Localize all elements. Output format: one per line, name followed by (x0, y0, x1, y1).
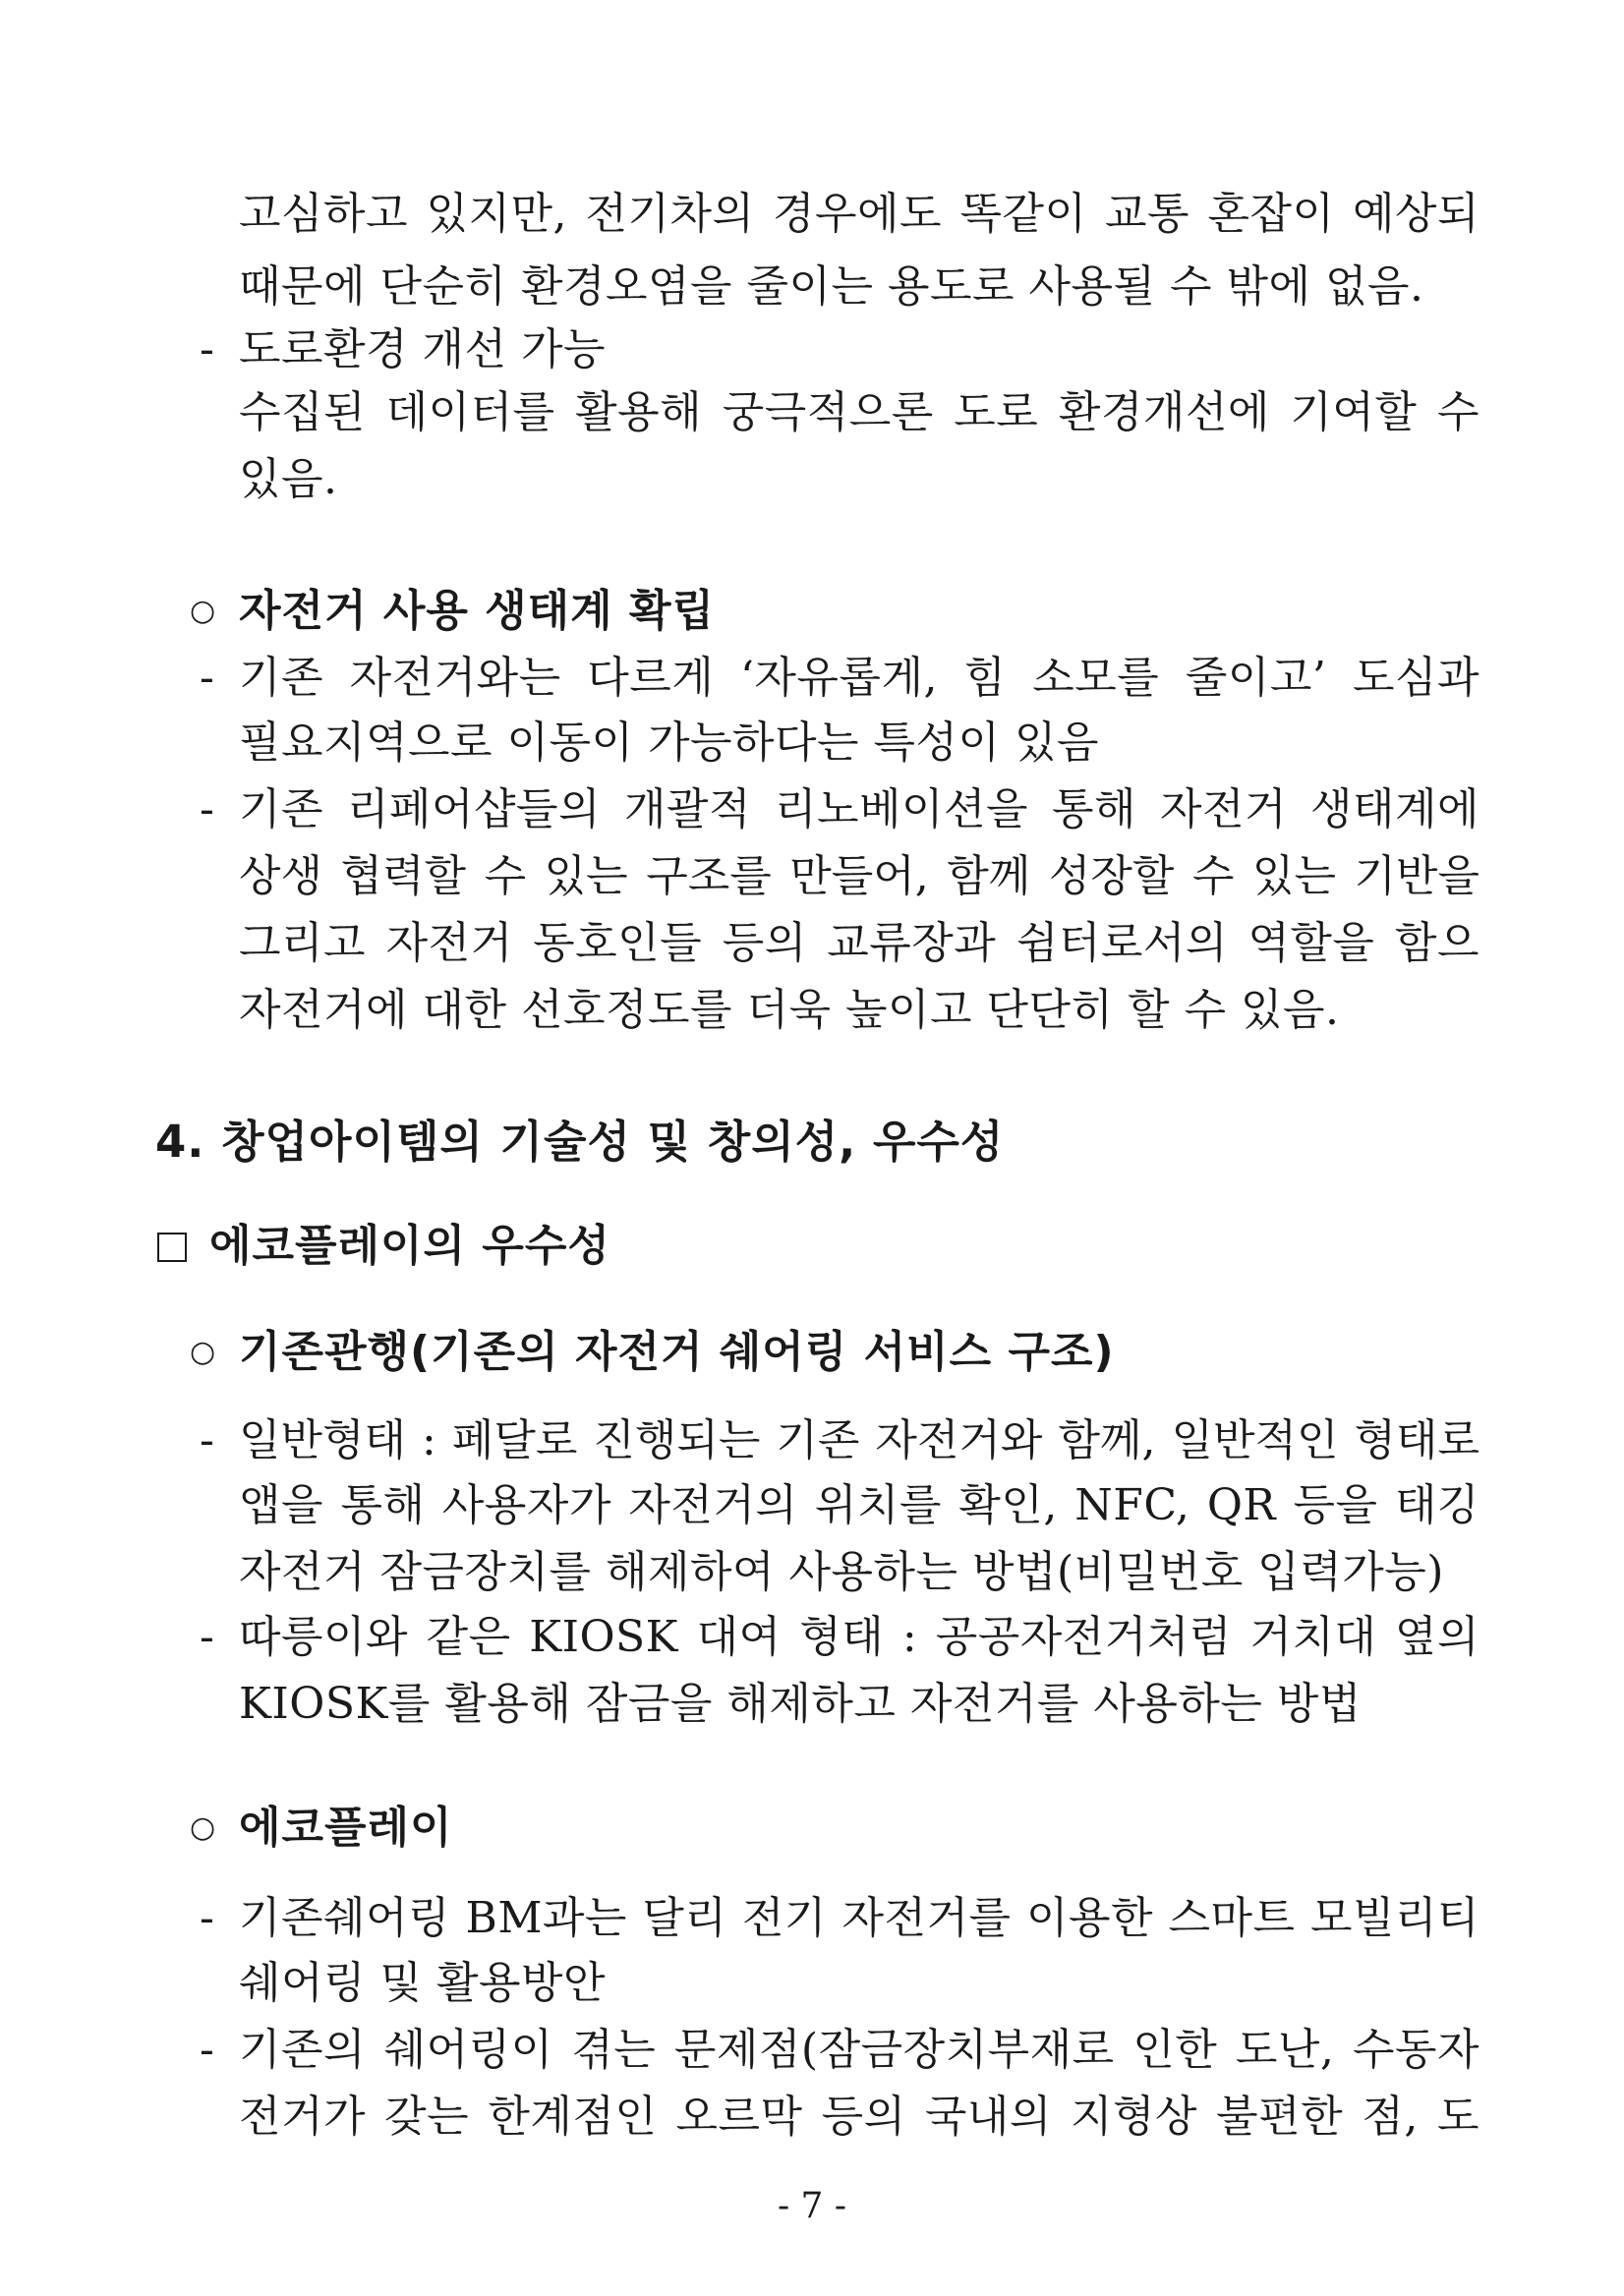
bullet-title: 도로환경 개선 가능 (239, 324, 607, 374)
circle-bullet-icon: ○ (190, 594, 216, 628)
paragraph-line: 상생 협력할 수 있는 구조를 만들어, 함께 성장할 수 있는 기반을 (239, 851, 1479, 901)
box-heading: 에코플레이의 우수성 (209, 1221, 610, 1271)
paragraph-line: 수집된 데이터를 활용해 궁극적으론 도로 환경개선에 기여할 수 (239, 387, 1479, 437)
paragraph-line: 있음. (239, 454, 338, 504)
paragraph-line: 기존쉐어링 BM과는 달리 전기 자전거를 이용한 스마트 모빌리티 (239, 1893, 1479, 1943)
paragraph-line: 고심하고 있지만, 전기차의 경우에도 똑같이 교통 혼잡이 예상되 (239, 189, 1479, 239)
paragraph-line: 기존 자전거와는 다르게 ‘자유롭게, 힘 소모를 줄이고’ 도심과 (239, 653, 1479, 703)
paragraph-line: 일반형태 : 페달로 진행되는 기존 자전거와 함께, 일반적인 형태로 (239, 1415, 1479, 1465)
checkbox-square-icon (157, 1233, 187, 1262)
paragraph-line: 자전거 잠금장치를 해제하여 사용하는 방법(비밀번호 입력가능) (239, 1547, 1444, 1597)
dash-bullet: - (200, 1893, 214, 1943)
circle-bullet-icon: ○ (190, 1335, 216, 1369)
paragraph-line: 앱을 통해 사용자가 자전거의 위치를 확인, NFC, QR 등을 태깅 (239, 1480, 1479, 1530)
paragraph-line: 전거가 갖는 한계점인 오르막 등의 국내의 지형상 불편한 점, 도 (239, 2092, 1479, 2142)
section-title: 4. 창업아이템의 기술성 및 창의성, 우수성 (155, 1116, 1005, 1168)
paragraph-line: KIOSK를 활용해 잠금을 해제하고 자전거를 사용하는 방법 (239, 1679, 1362, 1729)
paragraph-line: 때문에 단순히 환경오염을 줄이는 용도로 사용될 수 밖에 없음. (239, 261, 1424, 312)
dash-bullet: - (200, 324, 214, 374)
page-number: - 7 - (777, 2186, 847, 2226)
circle-bullet-icon: ○ (190, 1810, 216, 1845)
paragraph-line: 따릉이와 같은 KIOSK 대여 형태 : 공공자전거처럼 거치대 옆의 (239, 1612, 1479, 1662)
subsection-heading: 자전거 사용 생태계 확립 (239, 586, 715, 636)
paragraph-line: 그리고 자전거 동호인들 등의 교류장과 쉼터로서의 역할을 함으 (239, 918, 1479, 968)
paragraph-line: 기존 리페어샵들의 개괄적 리노베이션을 통해 자전거 생태계에 (239, 784, 1479, 834)
paragraph-line: 자전거에 대한 선호정도를 더욱 높이고 단단히 할 수 있음. (239, 985, 1340, 1035)
subsection-heading: 에코플레이 (239, 1803, 453, 1853)
dash-bullet: - (200, 653, 214, 703)
subsection-heading: 기존관행(기존의 자전거 쉐어링 서비스 구조) (239, 1327, 1115, 1377)
dash-bullet: - (200, 1415, 214, 1465)
dash-bullet: - (200, 784, 214, 834)
paragraph-line: 기존의 쉐어링이 겪는 문제점(잠금장치부재로 인한 도난, 수동자 (239, 2025, 1479, 2075)
paragraph-line: 필요지역으로 이동이 가능하다는 특성이 있음 (239, 718, 1100, 768)
dash-bullet: - (200, 2025, 214, 2075)
dash-bullet: - (200, 1612, 214, 1662)
paragraph-line: 쉐어링 및 활용방안 (239, 1958, 607, 2008)
